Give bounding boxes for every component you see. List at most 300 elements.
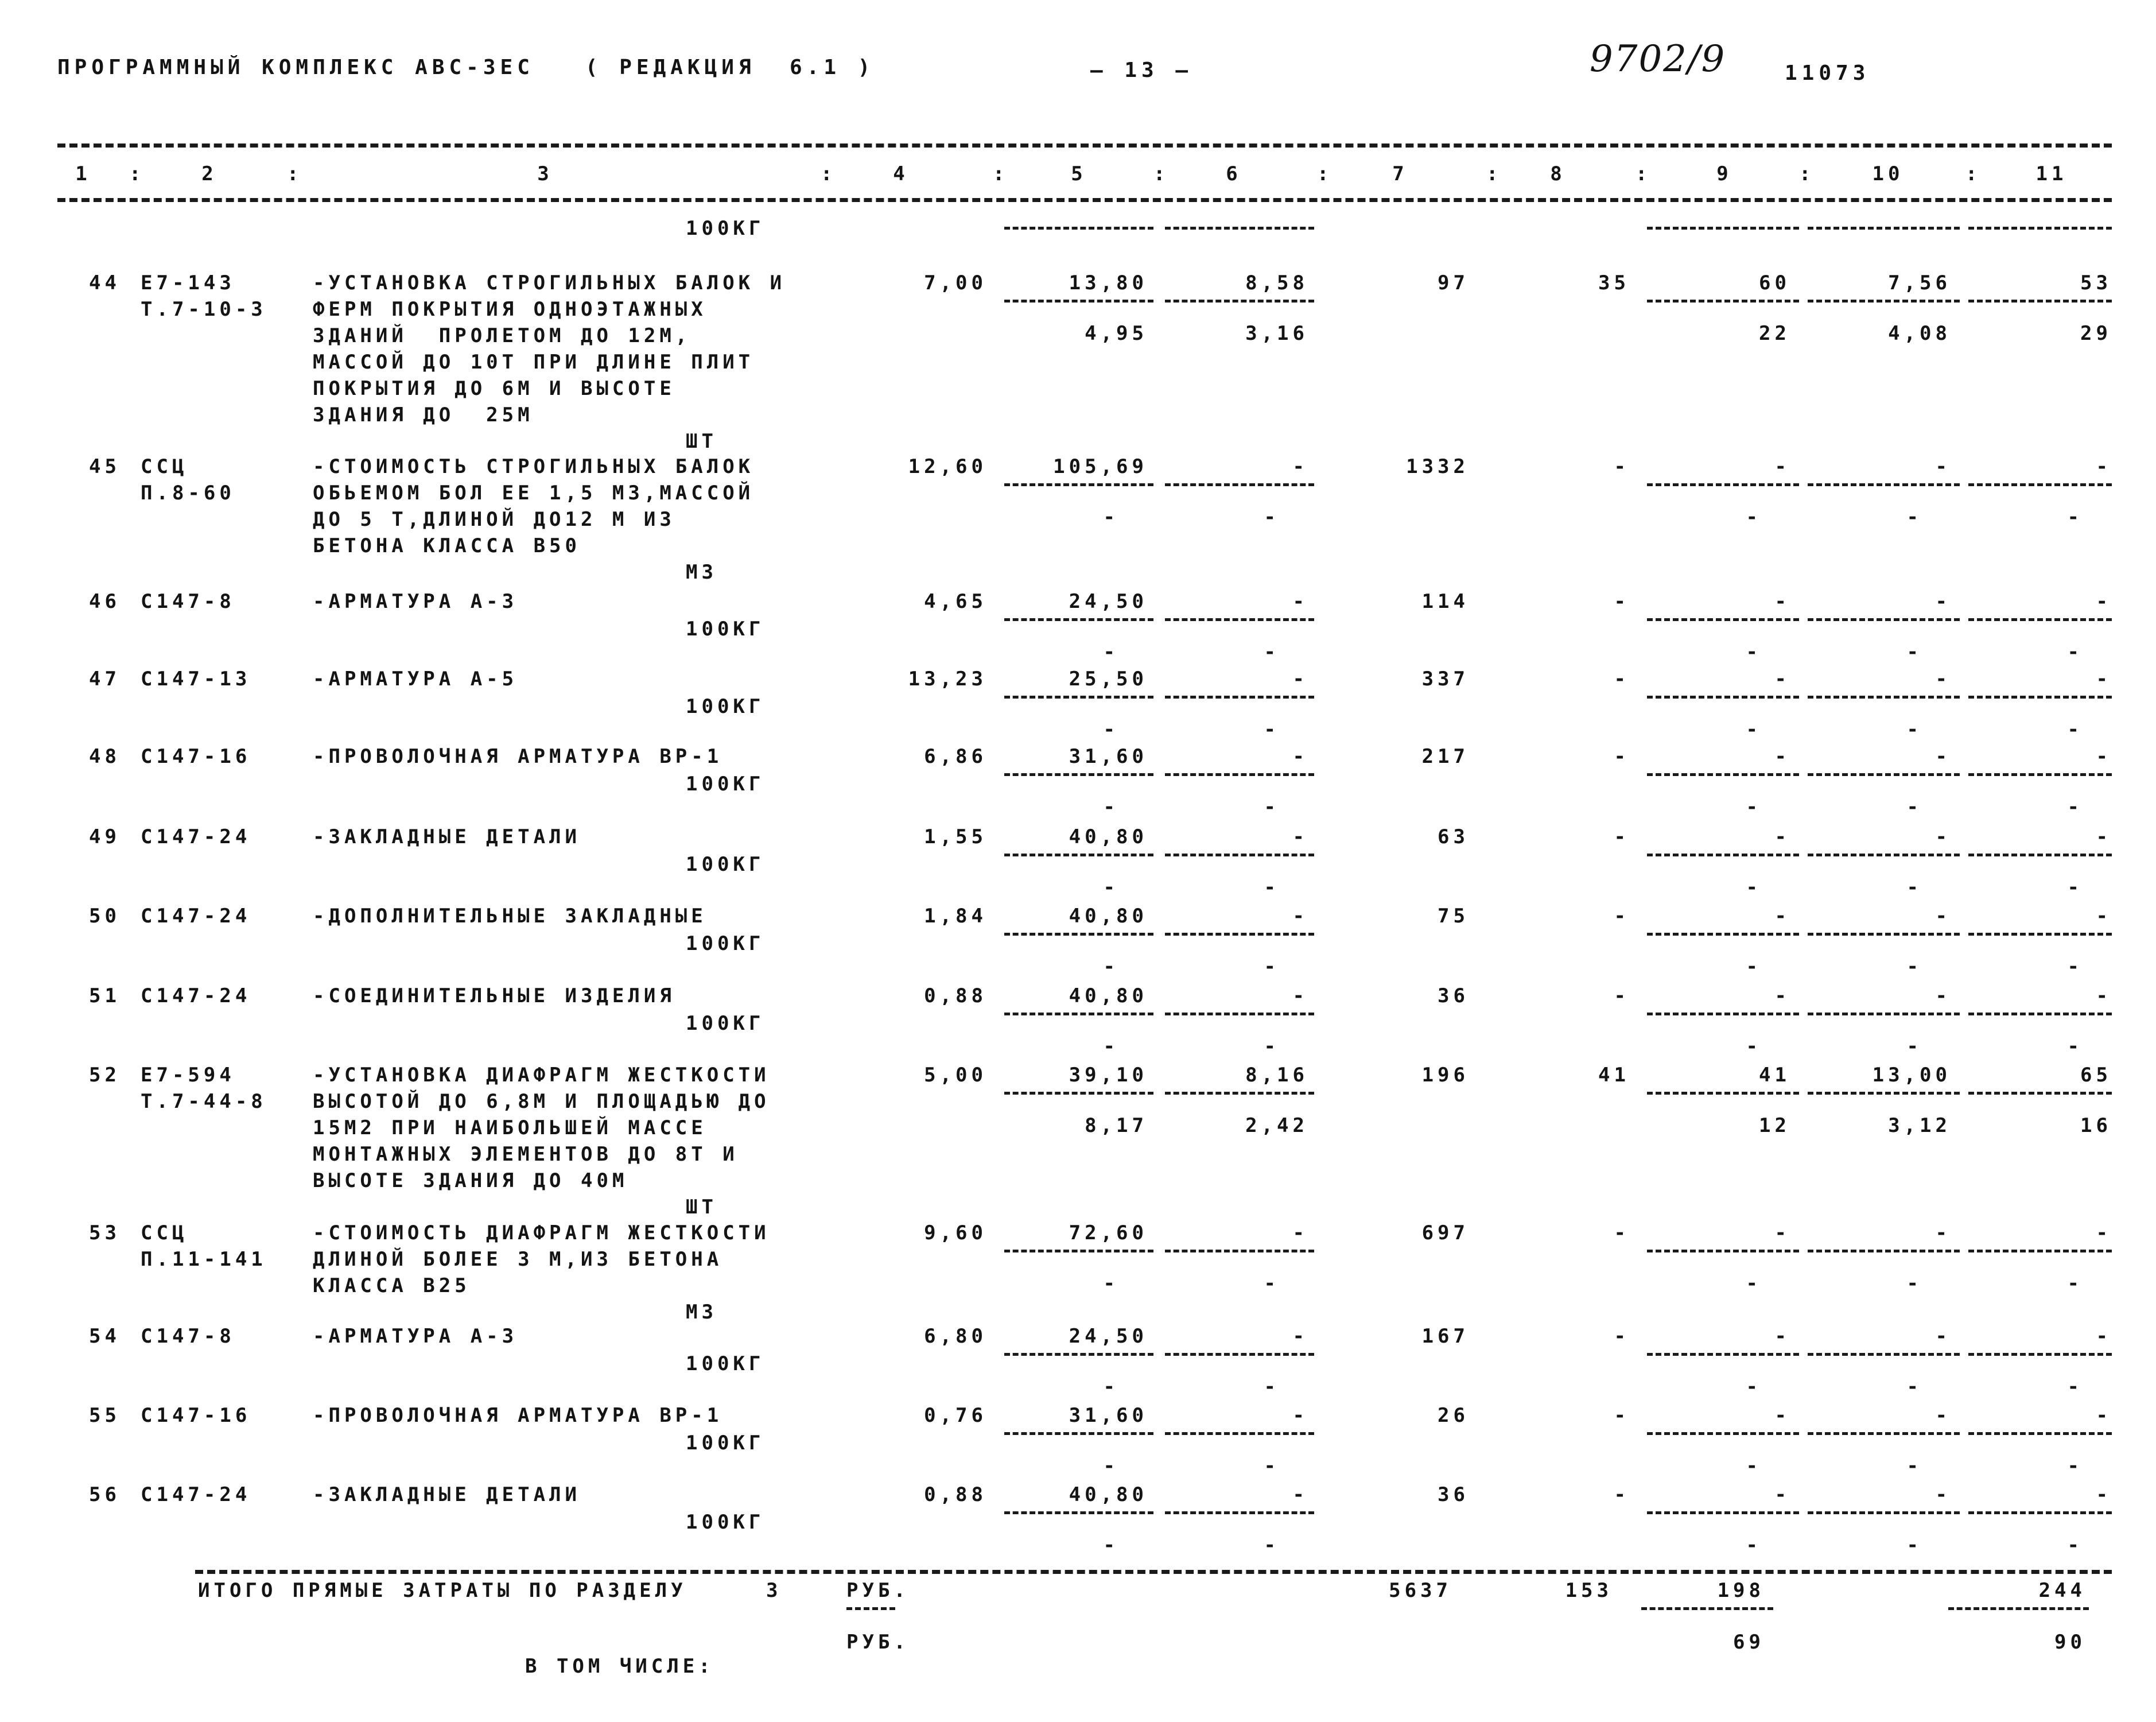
value-col-6: 8,58 bbox=[1245, 272, 1308, 294]
work-description: КЛАССА В25 bbox=[313, 1274, 471, 1297]
row-unit: 100КГ bbox=[686, 1352, 765, 1375]
value-col-11: - bbox=[2096, 455, 2112, 478]
sub-rule bbox=[1808, 933, 1960, 936]
value-col-6: - bbox=[1292, 1221, 1308, 1244]
second-value-col-6: - bbox=[1264, 1375, 1280, 1398]
second-value-col-5: - bbox=[1103, 796, 1119, 819]
rate-code: ССЦ bbox=[141, 455, 188, 478]
row-unit: 100КГ bbox=[686, 217, 765, 240]
rate-code: С147-16 bbox=[141, 1404, 251, 1427]
second-value-col-10: - bbox=[1906, 796, 1922, 819]
row-unit: 100КГ bbox=[686, 1012, 765, 1035]
sub-rule bbox=[1165, 1353, 1314, 1356]
second-value-col-9: 12 bbox=[1759, 1114, 1790, 1137]
row-number: 52 bbox=[89, 1064, 121, 1087]
rate-code: Е7-143 bbox=[141, 272, 235, 294]
row-number: 54 bbox=[89, 1325, 121, 1348]
work-description: МОНТАЖНЫХ ЭЛЕМЕНТОВ ДО 8Т И bbox=[313, 1143, 739, 1166]
total-currency: РУБ. bbox=[846, 1579, 910, 1602]
sub-rule bbox=[1808, 696, 1960, 699]
sub-rule bbox=[1968, 1013, 2112, 1015]
value-col-9: - bbox=[1774, 455, 1790, 478]
value-col-7: 167 bbox=[1421, 1325, 1469, 1348]
value-col-9: - bbox=[1774, 1404, 1790, 1427]
document-number: 11073 bbox=[1785, 61, 1870, 85]
value-col-7: 1332 bbox=[1406, 455, 1469, 478]
value-col-7: 26 bbox=[1438, 1404, 1469, 1427]
work-description: ОБЬЕМОМ БОЛ ЕЕ 1,5 М3,МАССОЙ bbox=[313, 482, 755, 505]
second-value-col-6: - bbox=[1264, 876, 1280, 899]
value-col-11: - bbox=[2096, 668, 2112, 691]
value-col-5: 24,50 bbox=[1069, 1325, 1148, 1348]
value-col-11: - bbox=[2096, 984, 2112, 1007]
sub-rule bbox=[1004, 618, 1153, 621]
column-header-6: 6 bbox=[1226, 162, 1242, 185]
value-col-4: 1,55 bbox=[924, 825, 987, 848]
sub-rule bbox=[1165, 1511, 1314, 1514]
second-value-col-10: - bbox=[1906, 1375, 1922, 1398]
rate-code: П.8-60 bbox=[141, 482, 235, 505]
rate-code: Т.7-44-8 bbox=[141, 1090, 267, 1113]
rate-code: С147-24 bbox=[141, 905, 251, 928]
work-description: ДО 5 Т,ДЛИНОЙ ДО12 М ИЗ bbox=[313, 508, 675, 531]
sub-rule bbox=[1004, 227, 1153, 230]
value-col-11: - bbox=[2096, 1483, 2112, 1506]
value-col-10: - bbox=[1935, 668, 1951, 691]
rate-code: Т.7-10-3 bbox=[141, 298, 267, 321]
value-col-6: - bbox=[1292, 1325, 1308, 1348]
column-separator: : bbox=[1799, 162, 1815, 185]
sub-rule bbox=[1647, 933, 1799, 936]
work-description: БЕТОНА КЛАССА В50 bbox=[313, 534, 581, 557]
work-description: ЗДАНИЯ ДО 25М bbox=[313, 404, 534, 426]
sub-rule bbox=[1968, 1353, 2112, 1356]
value-col-5: 72,60 bbox=[1069, 1221, 1148, 1244]
sub-rule bbox=[1165, 1250, 1314, 1252]
value-col-11: - bbox=[2096, 590, 2112, 613]
sub-rule bbox=[1004, 1353, 1153, 1356]
value-col-10: - bbox=[1935, 825, 1951, 848]
work-description: -УСТАНОВКА ДИАФРАГМ ЖЕСТКОСТИ bbox=[313, 1064, 770, 1087]
sub-rule bbox=[1968, 933, 2112, 936]
value-col-5: 13,80 bbox=[1069, 272, 1148, 294]
value-col-7: 36 bbox=[1438, 1483, 1469, 1506]
work-description: -ПРОВОЛОЧНАЯ АРМАТУРА ВР-1 bbox=[313, 1404, 723, 1427]
sub-rule bbox=[1165, 1092, 1314, 1095]
program-title: ПРОГРАММНЫЙ КОМПЛЕКС АВС-3ЕС ( РЕДАКЦИЯ 6.1 ) bbox=[57, 56, 875, 79]
sub-rule bbox=[1165, 1432, 1314, 1435]
sub-rule bbox=[1968, 483, 2112, 486]
second-value-col-10: - bbox=[1906, 1272, 1922, 1295]
value-col-5: 40,80 bbox=[1069, 825, 1148, 848]
value-col-6: 8,16 bbox=[1245, 1064, 1308, 1087]
second-value-col-9: - bbox=[1746, 796, 1762, 819]
sub-rule bbox=[1968, 1511, 2112, 1514]
total-col-9: 198 bbox=[1717, 1579, 1765, 1602]
value-col-8: 35 bbox=[1598, 272, 1630, 294]
total-second-col-11: 90 bbox=[2054, 1631, 2086, 1654]
value-col-4: 7,00 bbox=[924, 272, 987, 294]
work-description: -АРМАТУРА А-3 bbox=[313, 1325, 518, 1348]
column-header-9: 9 bbox=[1716, 162, 1732, 185]
value-col-11: - bbox=[2096, 1404, 2112, 1427]
sub-rule bbox=[1647, 1013, 1799, 1015]
value-col-11: - bbox=[2096, 745, 2112, 768]
work-description: ВЫСОТОЙ ДО 6,8М И ПЛОЩАДЬЮ ДО bbox=[313, 1090, 770, 1113]
value-col-9: - bbox=[1774, 825, 1790, 848]
sub-rule bbox=[1808, 1353, 1960, 1356]
value-col-9: - bbox=[1774, 1483, 1790, 1506]
value-col-7: 337 bbox=[1421, 668, 1469, 691]
value-col-10: - bbox=[1935, 745, 1951, 768]
second-value-col-6: - bbox=[1264, 1455, 1280, 1477]
row-unit: 100КГ bbox=[686, 1432, 765, 1455]
sub-rule bbox=[1968, 773, 2112, 776]
value-col-11: - bbox=[2096, 825, 2112, 848]
column-separator: : bbox=[1153, 162, 1170, 185]
work-description: -СТОИМОСТЬ ДИАФРАГМ ЖЕСТКОСТИ bbox=[313, 1221, 770, 1244]
second-value-col-10: - bbox=[1906, 876, 1922, 899]
sub-rule bbox=[1647, 1511, 1799, 1514]
work-description: ЗДАНИЙ ПРОЛЕТОМ ДО 12М, bbox=[313, 324, 692, 347]
sub-rule bbox=[1647, 1250, 1799, 1252]
column-header-2: 2 bbox=[201, 162, 217, 185]
second-value-col-10: 3,12 bbox=[1888, 1114, 1951, 1137]
second-value-col-11: - bbox=[2067, 1375, 2083, 1398]
second-value-col-11: - bbox=[2067, 796, 2083, 819]
row-number: 49 bbox=[89, 825, 121, 848]
row-number: 46 bbox=[89, 590, 121, 613]
value-col-11: 65 bbox=[2080, 1064, 2112, 1087]
row-unit: 100КГ bbox=[686, 853, 765, 876]
second-value-col-6: - bbox=[1264, 641, 1280, 664]
second-value-col-10: - bbox=[1906, 641, 1922, 664]
sub-rule bbox=[1647, 773, 1799, 776]
column-separator: : bbox=[129, 162, 145, 185]
row-number: 44 bbox=[89, 272, 121, 294]
second-value-col-5: - bbox=[1103, 1375, 1119, 1398]
row-number: 55 bbox=[89, 1404, 121, 1427]
sub-rule bbox=[1968, 696, 2112, 699]
second-value-col-6: - bbox=[1264, 1035, 1280, 1058]
footer-including: В ТОМ ЧИСЛЕ: bbox=[525, 1655, 714, 1678]
value-col-9: - bbox=[1774, 590, 1790, 613]
column-header-5: 5 bbox=[1071, 162, 1087, 185]
total-col-8: 153 bbox=[1565, 1579, 1613, 1602]
rate-code: С147-8 bbox=[141, 590, 235, 613]
value-col-7: 217 bbox=[1421, 745, 1469, 768]
second-value-col-11: - bbox=[2067, 506, 2083, 529]
value-col-4: 0,88 bbox=[924, 984, 987, 1007]
second-value-col-11: - bbox=[2067, 955, 2083, 978]
second-value-col-9: - bbox=[1746, 1272, 1762, 1295]
sub-rule bbox=[1004, 854, 1153, 856]
value-col-7: 697 bbox=[1421, 1221, 1469, 1244]
work-description: -АРМАТУРА А-3 bbox=[313, 590, 518, 613]
rate-code: С147-24 bbox=[141, 984, 251, 1007]
second-value-col-10: 4,08 bbox=[1888, 322, 1951, 345]
sub-rule bbox=[1165, 854, 1314, 856]
second-value-col-5: - bbox=[1103, 876, 1119, 899]
rate-code: Е7-594 bbox=[141, 1064, 235, 1087]
second-value-col-11: - bbox=[2067, 1534, 2083, 1557]
value-col-9: - bbox=[1774, 905, 1790, 928]
value-col-4: 0,76 bbox=[924, 1404, 987, 1427]
sub-rule bbox=[846, 1607, 895, 1610]
sub-rule bbox=[1808, 1250, 1960, 1252]
column-separator: : bbox=[993, 162, 1009, 185]
total-col-11: 244 bbox=[2038, 1579, 2086, 1602]
second-value-col-11: - bbox=[2067, 1455, 2083, 1477]
sub-rule bbox=[1165, 773, 1314, 776]
value-col-5: 40,80 bbox=[1069, 905, 1148, 928]
value-col-7: 114 bbox=[1421, 590, 1469, 613]
column-separator: : bbox=[1636, 162, 1652, 185]
value-col-8: - bbox=[1614, 905, 1630, 928]
value-col-4: 12,60 bbox=[908, 455, 987, 478]
value-col-9: - bbox=[1774, 1221, 1790, 1244]
value-col-8: - bbox=[1614, 590, 1630, 613]
rate-code: С147-16 bbox=[141, 745, 251, 768]
value-col-4: 0,88 bbox=[924, 1483, 987, 1506]
sub-rule bbox=[1004, 483, 1153, 486]
sub-rule bbox=[1004, 933, 1153, 936]
value-col-6: - bbox=[1292, 1404, 1308, 1427]
column-header-7: 7 bbox=[1392, 162, 1408, 185]
sub-rule bbox=[1641, 1607, 1773, 1610]
total-label: ИТОГО ПРЯМЫЕ ЗАТРАТЫ ПО РАЗДЕЛУ bbox=[198, 1579, 687, 1602]
value-col-7: 196 bbox=[1421, 1064, 1469, 1087]
second-value-col-11: - bbox=[2067, 1272, 2083, 1295]
sub-rule bbox=[1165, 483, 1314, 486]
row-unit: 100КГ bbox=[686, 773, 765, 796]
value-col-5: 25,50 bbox=[1069, 668, 1148, 691]
value-col-4: 1,84 bbox=[924, 905, 987, 928]
value-col-10: - bbox=[1935, 984, 1951, 1007]
row-number: 53 bbox=[89, 1221, 121, 1244]
value-col-11: - bbox=[2096, 1325, 2112, 1348]
work-description: -СОЕДИНИТЕЛЬНЫЕ ИЗДЕЛИЯ bbox=[313, 984, 675, 1007]
value-col-9: 41 bbox=[1759, 1064, 1790, 1087]
sub-rule bbox=[1968, 854, 2112, 856]
sub-rule bbox=[1647, 696, 1799, 699]
sub-rule bbox=[1165, 1013, 1314, 1015]
value-col-6: - bbox=[1292, 668, 1308, 691]
value-col-5: 39,10 bbox=[1069, 1064, 1148, 1087]
work-description: ФЕРМ ПОКРЫТИЯ ОДНОЭТАЖНЫХ bbox=[313, 298, 707, 321]
value-col-11: - bbox=[2096, 1221, 2112, 1244]
sub-rule bbox=[1808, 1432, 1960, 1435]
row-number: 50 bbox=[89, 905, 121, 928]
value-col-4: 9,60 bbox=[924, 1221, 987, 1244]
sub-rule bbox=[1004, 1013, 1153, 1015]
row-unit: М3 bbox=[686, 561, 717, 584]
sub-rule bbox=[1647, 618, 1799, 621]
value-col-5: 24,50 bbox=[1069, 590, 1148, 613]
work-description: -СТОИМОСТЬ СТРОГИЛЬНЫХ БАЛОК bbox=[313, 455, 755, 478]
work-description: ВЫСОТЕ ЗДАНИЯ ДО 40М bbox=[313, 1169, 628, 1192]
sub-rule bbox=[1004, 1432, 1153, 1435]
sub-rule bbox=[1808, 1013, 1960, 1015]
value-col-8: 41 bbox=[1598, 1064, 1630, 1087]
second-value-col-5: - bbox=[1103, 641, 1119, 664]
rate-code: С147-13 bbox=[141, 668, 251, 691]
second-value-col-6: - bbox=[1264, 1534, 1280, 1557]
value-col-9: - bbox=[1774, 984, 1790, 1007]
second-value-col-5: 8,17 bbox=[1085, 1114, 1148, 1137]
total-second-col-9: 69 bbox=[1733, 1631, 1765, 1654]
value-col-10: - bbox=[1935, 1483, 1951, 1506]
sub-rule bbox=[1948, 1607, 2089, 1610]
value-col-8: - bbox=[1614, 825, 1630, 848]
row-unit: 100КГ bbox=[686, 618, 765, 641]
rate-code: С147-24 bbox=[141, 825, 251, 848]
sub-rule bbox=[1808, 854, 1960, 856]
second-value-col-11: 16 bbox=[2080, 1114, 2112, 1137]
value-col-9: - bbox=[1774, 1325, 1790, 1348]
second-value-col-9: - bbox=[1746, 718, 1762, 741]
value-col-4: 6,86 bbox=[924, 745, 987, 768]
sub-rule bbox=[1647, 300, 1799, 302]
row-unit: 100КГ bbox=[686, 695, 765, 718]
second-value-col-6: 3,16 bbox=[1245, 322, 1308, 345]
row-unit: М3 bbox=[686, 1301, 717, 1324]
value-col-4: 5,00 bbox=[924, 1064, 987, 1087]
row-unit: ШТ bbox=[686, 1196, 717, 1219]
second-value-col-6: - bbox=[1264, 718, 1280, 741]
value-col-4: 13,23 bbox=[908, 668, 987, 691]
row-number: 51 bbox=[89, 984, 121, 1007]
value-col-10: - bbox=[1935, 1221, 1951, 1244]
value-col-6: - bbox=[1292, 590, 1308, 613]
value-col-8: - bbox=[1614, 455, 1630, 478]
row-number: 56 bbox=[89, 1483, 121, 1506]
column-header-8: 8 bbox=[1550, 162, 1566, 185]
second-value-col-11: - bbox=[2067, 1035, 2083, 1058]
value-col-5: 105,69 bbox=[1053, 455, 1148, 478]
second-value-col-10: - bbox=[1906, 955, 1922, 978]
second-value-col-9: - bbox=[1746, 506, 1762, 529]
value-col-7: 75 bbox=[1438, 905, 1469, 928]
second-value-col-10: - bbox=[1906, 718, 1922, 741]
second-value-col-5: - bbox=[1103, 1035, 1119, 1058]
second-value-col-6: 2,42 bbox=[1245, 1114, 1308, 1137]
value-col-10: 7,56 bbox=[1888, 272, 1951, 294]
value-col-10: - bbox=[1935, 590, 1951, 613]
value-col-5: 31,60 bbox=[1069, 1404, 1148, 1427]
value-col-10: 13,00 bbox=[1872, 1064, 1951, 1087]
value-col-6: - bbox=[1292, 984, 1308, 1007]
second-value-col-9: - bbox=[1746, 876, 1762, 899]
value-col-5: 40,80 bbox=[1069, 984, 1148, 1007]
work-description: ПОКРЫТИЯ ДО 6М И ВЫСОТЕ bbox=[313, 377, 675, 400]
second-value-col-11: 29 bbox=[2080, 322, 2112, 345]
second-value-col-5: 4,95 bbox=[1085, 322, 1148, 345]
value-col-5: 31,60 bbox=[1069, 745, 1148, 768]
value-col-6: - bbox=[1292, 1483, 1308, 1506]
second-value-col-5: - bbox=[1103, 1534, 1119, 1557]
sub-rule bbox=[1004, 773, 1153, 776]
sub-rule bbox=[1808, 227, 1960, 230]
work-description: -ПРОВОЛОЧНАЯ АРМАТУРА ВР-1 bbox=[313, 745, 723, 768]
second-value-col-9: - bbox=[1746, 641, 1762, 664]
sub-rule bbox=[1165, 227, 1314, 230]
value-col-7: 97 bbox=[1438, 272, 1469, 294]
sub-rule bbox=[1647, 1432, 1799, 1435]
row-unit: 100КГ bbox=[686, 932, 765, 955]
rate-code: ССЦ bbox=[141, 1221, 188, 1244]
value-col-10: - bbox=[1935, 1325, 1951, 1348]
second-value-col-9: 22 bbox=[1759, 322, 1790, 345]
column-separator: : bbox=[821, 162, 837, 185]
value-col-11: - bbox=[2096, 905, 2112, 928]
value-col-8: - bbox=[1614, 668, 1630, 691]
second-value-col-10: - bbox=[1906, 1455, 1922, 1477]
rate-code: С147-8 bbox=[141, 1325, 235, 1348]
sub-rule bbox=[1004, 696, 1153, 699]
value-col-7: 63 bbox=[1438, 825, 1469, 848]
value-col-8: - bbox=[1614, 984, 1630, 1007]
row-unit: ШТ bbox=[686, 430, 717, 453]
handwritten-code: 9702/9 bbox=[1590, 38, 1726, 80]
work-description: МАССОЙ ДО 10Т ПРИ ДЛИНЕ ПЛИТ bbox=[313, 351, 755, 374]
value-col-5: 40,80 bbox=[1069, 1483, 1148, 1506]
sub-rule bbox=[1808, 1092, 1960, 1095]
value-col-6: - bbox=[1292, 745, 1308, 768]
column-header-11: 11 bbox=[2035, 162, 2068, 185]
header-top-rule bbox=[57, 144, 2112, 148]
second-value-col-10: - bbox=[1906, 1035, 1922, 1058]
value-col-10: - bbox=[1935, 455, 1951, 478]
row-number: 47 bbox=[89, 668, 121, 691]
second-value-col-6: - bbox=[1264, 955, 1280, 978]
rate-code: П.11-141 bbox=[141, 1248, 267, 1271]
second-value-col-5: - bbox=[1103, 718, 1119, 741]
row-number: 45 bbox=[89, 455, 121, 478]
value-col-6: - bbox=[1292, 905, 1308, 928]
second-value-col-11: - bbox=[2067, 641, 2083, 664]
row-number: 48 bbox=[89, 745, 121, 768]
sub-rule bbox=[1004, 1511, 1153, 1514]
value-col-10: - bbox=[1935, 1404, 1951, 1427]
sub-rule bbox=[1808, 773, 1960, 776]
value-col-4: 6,80 bbox=[924, 1325, 987, 1348]
column-header-4: 4 bbox=[893, 162, 909, 185]
second-value-col-10: - bbox=[1906, 1534, 1922, 1557]
row-unit: 100КГ bbox=[686, 1511, 765, 1534]
value-col-11: 53 bbox=[2080, 272, 2112, 294]
sub-rule bbox=[1808, 618, 1960, 621]
value-col-8: - bbox=[1614, 1325, 1630, 1348]
sub-rule bbox=[1647, 1092, 1799, 1095]
sub-rule bbox=[1968, 1092, 2112, 1095]
value-col-9: - bbox=[1774, 668, 1790, 691]
work-description: 15М2 ПРИ НАИБОЛЬШЕЙ МАССЕ bbox=[313, 1116, 707, 1139]
rate-code: С147-24 bbox=[141, 1483, 251, 1506]
second-value-col-6: - bbox=[1264, 796, 1280, 819]
second-value-col-5: - bbox=[1103, 955, 1119, 978]
sub-rule bbox=[1647, 227, 1799, 230]
sub-rule bbox=[1004, 300, 1153, 302]
second-value-col-5: - bbox=[1103, 1455, 1119, 1477]
second-value-col-9: - bbox=[1746, 1375, 1762, 1398]
value-col-9: 60 bbox=[1759, 272, 1790, 294]
sub-rule bbox=[1165, 618, 1314, 621]
sub-rule bbox=[1647, 854, 1799, 856]
work-description: -УСТАНОВКА СТРОГИЛЬНЫХ БАЛОК И bbox=[313, 272, 786, 294]
page-number: — 13 — bbox=[1090, 59, 1193, 82]
sub-rule bbox=[1165, 696, 1314, 699]
